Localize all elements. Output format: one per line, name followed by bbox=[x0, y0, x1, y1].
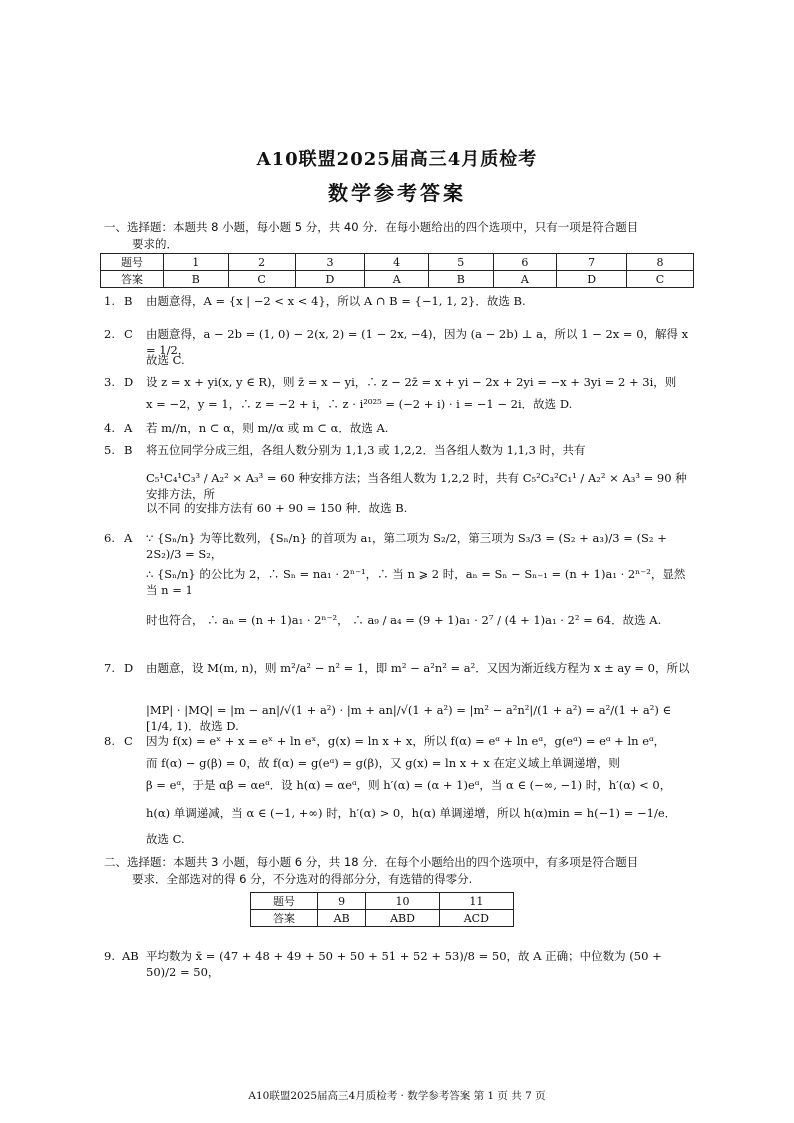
section1-intro bbox=[104, 219, 694, 253]
page-title: A10联盟2025届高三4月质检考 bbox=[256, 149, 538, 170]
question-6 bbox=[104, 530, 694, 630]
solution-line: 将五位同学分成三组，各组人数分别为 1,1,3 或 1,2,2．当各组人数为 1,1,3 时，共有 bbox=[146, 443, 586, 457]
solution-line: 故选 C. bbox=[146, 353, 185, 367]
question-number-cell: 7 bbox=[557, 254, 627, 271]
question-3 bbox=[104, 374, 694, 414]
section2-answer-table bbox=[250, 892, 514, 927]
solution-line: ∴ {Sₙ/n} 的公比为 2，∴ Sₙ = na₁ · 2ⁿ⁻¹，∴ 当 n ⩾ 2 时，aₙ = Sₙ − Sₙ₋₁ = (n + 1)a₁ · 2ⁿ⁻²，显然当 n = 1 bbox=[146, 567, 686, 597]
solution-line: β = eᵅ，于是 αβ = αeᵅ．设 h(α) = αeᵅ，则 h′(α) = (α + 1)eᵅ，当 α ∈ (−∞, −1) 时，h′(α) < 0， bbox=[146, 778, 672, 792]
solution-line: 因为 f(x) = eˣ + x = eˣ + ln eˣ，g(x) = ln x + x，所以 f(α) = eᵅ + ln eᵅ，g(eᵅ) = eᵅ + ln eᵅ， bbox=[146, 734, 666, 748]
answer-cell: B bbox=[164, 271, 229, 288]
question-number-cell: 10 bbox=[366, 893, 439, 910]
question-number: 5. bbox=[104, 443, 115, 457]
table-header-cell: 答案 bbox=[251, 910, 318, 927]
solution-line: 故选 C. bbox=[146, 832, 185, 846]
question-number-cell: 1 bbox=[164, 254, 229, 271]
question-8 bbox=[104, 733, 694, 846]
answer-cell: D bbox=[557, 271, 627, 288]
question-answer: C bbox=[124, 734, 133, 748]
solution-line: 由题意得，A = {x | −2 < x < 4}，所以 A ∩ B = {−1, 1, 2}．故选 B. bbox=[146, 294, 526, 308]
section1-intro-line1: 一、选择题：本题共 8 小题，每小题 5 分，共 40 分．在每小题给出的四个选项中，只有一项是符合题目 bbox=[104, 220, 639, 234]
table-row-answers bbox=[251, 910, 514, 927]
solution-line: 平均数为 x̄ = (47 + 48 + 49 + 50 + 50 + 51 + 52 + 53)/8 = 50，故 A 正确；中位数为 (50 + 50)/2 = 50， bbox=[146, 949, 662, 979]
section2-intro-line2: 要求．全部选对的得 6 分，不分选对的得部分分，有选错的得零分. bbox=[132, 872, 473, 886]
question-answer: B bbox=[124, 443, 133, 457]
solution-line: 由题意得，a − 2b = (1, 0) − 2(x, 2) = (1 − 2x, −4)，因为 (a − 2b) ⊥ a，所以 1 − 2x = 0，解得 x = 1/2， bbox=[146, 327, 689, 357]
solution-line: 以不同 的安排方法有 60 + 90 = 150 种．故选 B. bbox=[146, 501, 408, 515]
question-answer: D bbox=[124, 375, 134, 389]
solution-line: C₅¹C₄¹C₃³ / A₂² × A₃³ = 60 种安排方法；当各组人数为 1,2,2 时，共有 C₅²C₃²C₁¹ / A₂² × A₃³ = 90 种安排方法，所 bbox=[146, 471, 687, 501]
answer-cell: B bbox=[428, 271, 493, 288]
question-answer: C bbox=[124, 327, 133, 341]
answer-cell: D bbox=[295, 271, 365, 288]
page-footer: A10联盟2025届高三4月质检考 · 数学参考答案 第 1 页 共 7 页 bbox=[248, 1090, 546, 1102]
answer-cell: C bbox=[627, 271, 694, 288]
solution-line: |MP| · |MQ| = |m − an|/√(1 + a²) · |m + an|/√(1 + a²) = |m² − a²n²|/(1 + a²) = a²/(1 + a²) ∈ [1/4, 1)．故选 D. bbox=[146, 703, 672, 733]
answer-cell: A bbox=[493, 271, 557, 288]
solution-line: h(α) 单调递减，当 α ∈ (−1, +∞) 时，h′(α) > 0，h(α) 单调递增，所以 h(α)min = h(−1) = −1/e． bbox=[146, 806, 677, 820]
solution-line: 时也符合， ∴ aₙ = (n + 1)a₁ · 2ⁿ⁻²， ∴ a₉ / a₄ = (9 + 1)a₁ · 2⁷ / (4 + 1)a₁ · 2² = 64．故选 A. bbox=[146, 613, 662, 627]
table-row-questions bbox=[251, 893, 514, 910]
table-header-cell: 题号 bbox=[251, 893, 318, 910]
page-subtitle: 数学参考答案 bbox=[328, 181, 466, 205]
answer-cell: A bbox=[365, 271, 429, 288]
question-number-cell: 6 bbox=[493, 254, 557, 271]
question-5 bbox=[104, 442, 694, 522]
question-answer: B bbox=[124, 294, 133, 308]
question-answer: A bbox=[124, 421, 133, 435]
table-header-cell: 题号 bbox=[101, 254, 164, 271]
question-answer: D bbox=[124, 661, 134, 675]
question-2 bbox=[104, 326, 694, 366]
question-7 bbox=[104, 660, 694, 733]
table-header-cell: 答案 bbox=[101, 271, 164, 288]
question-number: 3. bbox=[104, 375, 115, 389]
solution-line: 由题意，设 M(m, n)，则 m²/a² − n² = 1，即 m² − a²n² = a²．又因为渐近线方程为 x ± ay = 0，所以 bbox=[146, 661, 690, 675]
solution-line: ∵ {Sₙ/n} 为等比数列，{Sₙ/n} 的首项为 a₁，第二项为 S₂/2，第三项为 S₃/3 = (S₂ + a₃)/3 = (S₂ + 2S₂)/3 = S₂， bbox=[146, 531, 667, 561]
question-number-cell: 11 bbox=[439, 893, 513, 910]
section2-intro bbox=[104, 854, 694, 888]
question-number-cell: 5 bbox=[428, 254, 493, 271]
table-row-questions bbox=[101, 254, 694, 271]
solution-line: 若 m//n，n ⊂ α，则 m//α 或 m ⊂ α．故选 A. bbox=[146, 421, 389, 435]
question-number-cell: 9 bbox=[318, 893, 366, 910]
answer-cell: ABD bbox=[366, 910, 439, 927]
question-number-cell: 2 bbox=[228, 254, 295, 271]
answer-cell: ACD bbox=[439, 910, 513, 927]
table-row-answers bbox=[101, 271, 694, 288]
section1-intro-line2: 要求的． bbox=[132, 237, 178, 251]
question-answer: A bbox=[124, 531, 133, 545]
section1-answer-table bbox=[100, 253, 694, 288]
solution-line: x = −2，y = 1，∴ z = −2 + i，∴ z · i²⁰²⁵ = (−2 + i) · i = −1 − 2i．故选 D. bbox=[146, 397, 573, 411]
section2-intro-line1: 二、选择题：本题共 3 小题，每小题 6 分，共 18 分．在每个小题给出的四个选项中，有多项是符合题目 bbox=[104, 855, 639, 869]
question-number: 6. bbox=[104, 531, 115, 545]
question-number-cell: 8 bbox=[627, 254, 694, 271]
answer-cell: AB bbox=[318, 910, 366, 927]
answer-cell: C bbox=[228, 271, 295, 288]
solution-line: 而 f(α) − g(β) = 0，故 f(α) = g(eᵅ) = g(β)，又 g(x) = ln x + x 在定义域上单调递增，则 bbox=[146, 756, 620, 770]
question-number: 8. bbox=[104, 734, 115, 748]
question-number-cell: 3 bbox=[295, 254, 365, 271]
question-number: 9. bbox=[104, 949, 115, 963]
question-number-cell: 4 bbox=[365, 254, 429, 271]
question-number: 4. bbox=[104, 421, 115, 435]
solution-line: 设 z = x + yi(x, y ∈ R)，则 z̄ = x − yi，∴ z − 2z̄ = x + yi − 2x + 2yi = −x + 3yi = 2 + 3i，则 bbox=[146, 375, 677, 389]
question-answer: AB bbox=[122, 949, 139, 963]
question-number: 7. bbox=[104, 661, 115, 675]
question-number: 1. bbox=[104, 294, 115, 308]
question-number: 2. bbox=[104, 327, 115, 341]
